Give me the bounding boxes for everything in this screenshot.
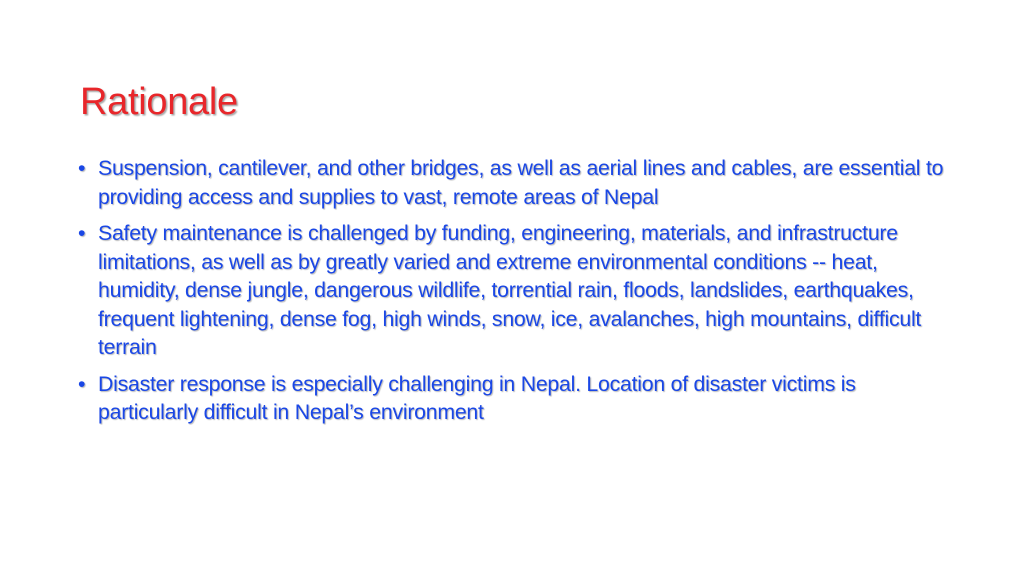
bullet-text: Safety maintenance is challenged by funding, engineering, materials, and infrastructure limitations, as well as by greatly varied and extreme environmental conditions -- heat, humidity, dense jungle, dangerous wildlife, torrential rain, floods, landslides, earthquakes, frequent lightening, dense fog, high winds, snow, ice, avalanches, high mountains, difficult terrain — [98, 221, 922, 359]
bullet-item-disaster-response — [78, 370, 958, 427]
bullet-marker: • — [78, 221, 86, 245]
bullet-list — [78, 154, 958, 435]
bullet-text: Disaster response is especially challenging in Nepal. Location of disaster victims is particularly difficult in Nepal’s environment — [98, 371, 856, 424]
bullet-marker: • — [78, 156, 86, 180]
bullet-marker: • — [78, 371, 86, 396]
slide-title: Rationale — [80, 81, 238, 123]
bullet-text: Suspension, cantilever, and other bridges, as well as aerial lines and cables, are essential to providing access and supplies to vast, remote areas of Nepal — [98, 156, 944, 209]
bullet-item-maintenance — [78, 219, 958, 362]
bullet-item-access — [78, 154, 958, 211]
